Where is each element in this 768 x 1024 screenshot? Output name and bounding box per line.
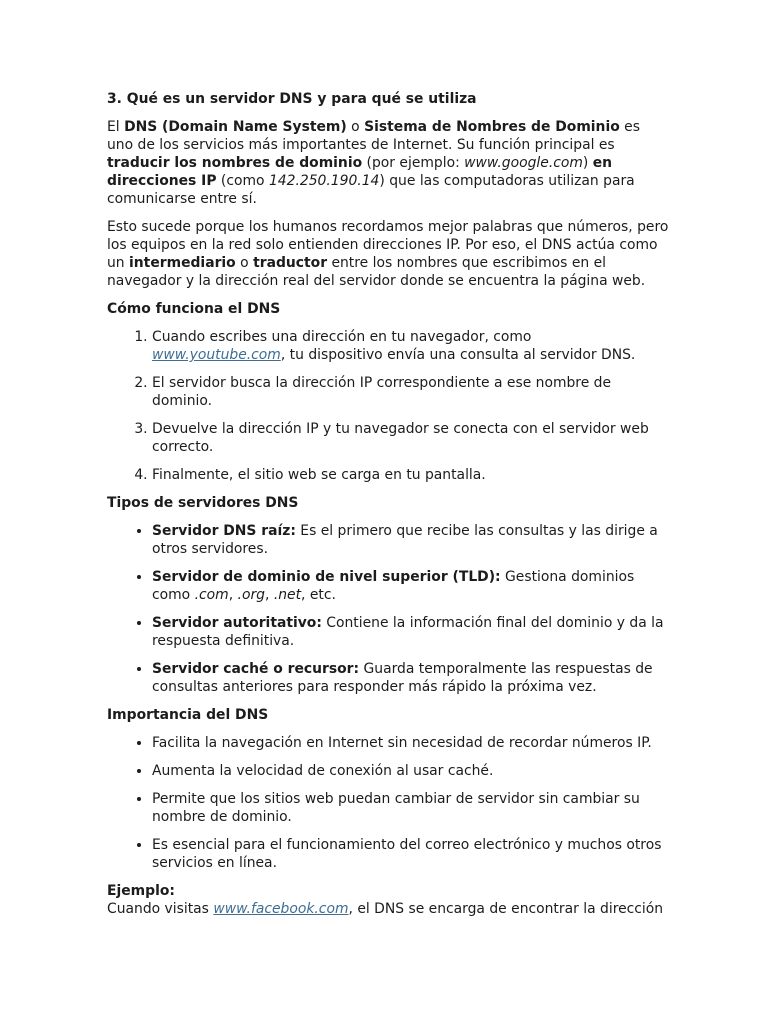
list-item-importance-1: • Facilita la navegación en Internet sin necesidad de recordar números IP. bbox=[152, 734, 669, 752]
root-server-text: Es el primero que recibe las consultas y las dirige a otros servidores. bbox=[152, 523, 658, 557]
list-item-cache-server bbox=[152, 660, 669, 696]
step-text: , tu dispositivo envía una consulta al servidor DNS. bbox=[280, 347, 636, 363]
list-item-step-1 bbox=[152, 328, 669, 364]
server-types-list bbox=[107, 522, 669, 696]
intro-text: ) bbox=[582, 155, 593, 171]
tld-separator: , bbox=[264, 587, 274, 603]
explanation-text: Esto sucede porque los humanos recordamos mejor palabras que números, pero los equipos en la red solo entienden direcciones IP. Por eso, el DNS actúa como un bbox=[107, 219, 669, 271]
importance-heading: Importancia del DNS bbox=[107, 707, 269, 723]
cache-server-text: Guarda temporalmente las respuestas de consultas anteriores para responder más rápido la próxima vez. bbox=[152, 661, 653, 695]
tld-net: .net bbox=[273, 587, 302, 603]
step-text: Cuando escribes una dirección en tu navegador, como bbox=[152, 329, 532, 345]
tld-org: .org bbox=[237, 587, 265, 603]
intro-text: o bbox=[346, 119, 365, 135]
list-item-importance-4: • Es esencial para el funcionamiento del correo electrónico y muchos otros servicios en línea. bbox=[152, 836, 669, 872]
section-title: 3. Qué es un servidor DNS y para qué se utiliza bbox=[107, 91, 477, 107]
list-item-step-3: 3. Devuelve la dirección IP y tu navegador se conecta con el servidor web correcto. bbox=[152, 420, 669, 456]
list-item-step-2: 2. El servidor busca la dirección IP correspondiente a ese nombre de dominio. bbox=[152, 374, 669, 410]
example-text: Cuando visitas bbox=[107, 901, 214, 917]
list-item-importance-3: • Permite que los sitios web puedan cambiar de servidor sin cambiar su nombre de dominio. bbox=[152, 790, 669, 826]
intro-text: El bbox=[107, 119, 125, 135]
intermediario-term: intermediario bbox=[129, 255, 236, 271]
intro-ip-phrase: en direcciones IP bbox=[107, 155, 613, 189]
list-item-tld-server bbox=[152, 568, 669, 604]
authoritative-server-label: Servidor autoritativo: bbox=[152, 615, 322, 631]
example-text: , el DNS se encarga de encontrar la dirección bbox=[348, 901, 664, 917]
tld-com: .com bbox=[194, 587, 229, 603]
explanation-text: entre los nombres que escribimos en el navegador y la dirección real del servidor donde se encuentra la página web. bbox=[107, 255, 646, 289]
cache-server-label: Servidor caché o recursor: bbox=[152, 661, 360, 677]
list-item-authoritative-server bbox=[152, 614, 669, 650]
importance-list bbox=[107, 734, 669, 872]
how-it-works-heading: Cómo funciona el DNS bbox=[107, 301, 281, 317]
list-item-step-4: 4. Finalmente, el sitio web se carga en tu pantalla. bbox=[152, 466, 669, 484]
tld-server-text: Gestiona dominios como bbox=[152, 569, 635, 603]
traductor-term: traductor bbox=[253, 255, 328, 271]
intro-text: (como bbox=[216, 173, 269, 189]
youtube-link[interactable]: www.youtube.com bbox=[152, 347, 281, 363]
intro-paragraph bbox=[107, 118, 669, 208]
intro-sistema-term: Sistema de Nombres de Dominio bbox=[364, 119, 620, 135]
facebook-link[interactable]: www.facebook.com bbox=[213, 901, 349, 917]
example-paragraph bbox=[107, 900, 669, 918]
intro-example-ip: 142.250.190.14 bbox=[268, 173, 380, 189]
tld-server-text: , etc. bbox=[301, 587, 336, 603]
intro-text: es uno de los servicios más importantes de Internet. Su función principal es bbox=[107, 119, 640, 153]
intro-text: (por ejemplo: bbox=[362, 155, 465, 171]
steps-list bbox=[107, 328, 669, 484]
intro-translate-phrase: traducir los nombres de dominio bbox=[107, 155, 363, 171]
intro-dns-term: DNS (Domain Name System) bbox=[124, 119, 347, 135]
authoritative-server-text: Contiene la información final del dominio y da la respuesta definitiva. bbox=[152, 615, 664, 649]
list-item-importance-2: • Aumenta la velocidad de conexión al usar caché. bbox=[152, 762, 669, 780]
root-server-label: Servidor DNS raíz: bbox=[152, 523, 296, 539]
explanation-paragraph bbox=[107, 218, 669, 290]
server-types-heading: Tipos de servidores DNS bbox=[107, 495, 299, 511]
document-page bbox=[107, 90, 669, 928]
list-item-root-server bbox=[152, 522, 669, 558]
explanation-text: o bbox=[235, 255, 254, 271]
tld-separator: , bbox=[228, 587, 238, 603]
example-heading: Ejemplo: bbox=[107, 883, 175, 899]
intro-text: ) que las computadoras utilizan para comunicarse entre sí. bbox=[107, 173, 635, 207]
tld-server-label: Servidor de dominio de nivel superior (TLD): bbox=[152, 569, 501, 585]
intro-example-domain: www.google.com bbox=[464, 155, 583, 171]
